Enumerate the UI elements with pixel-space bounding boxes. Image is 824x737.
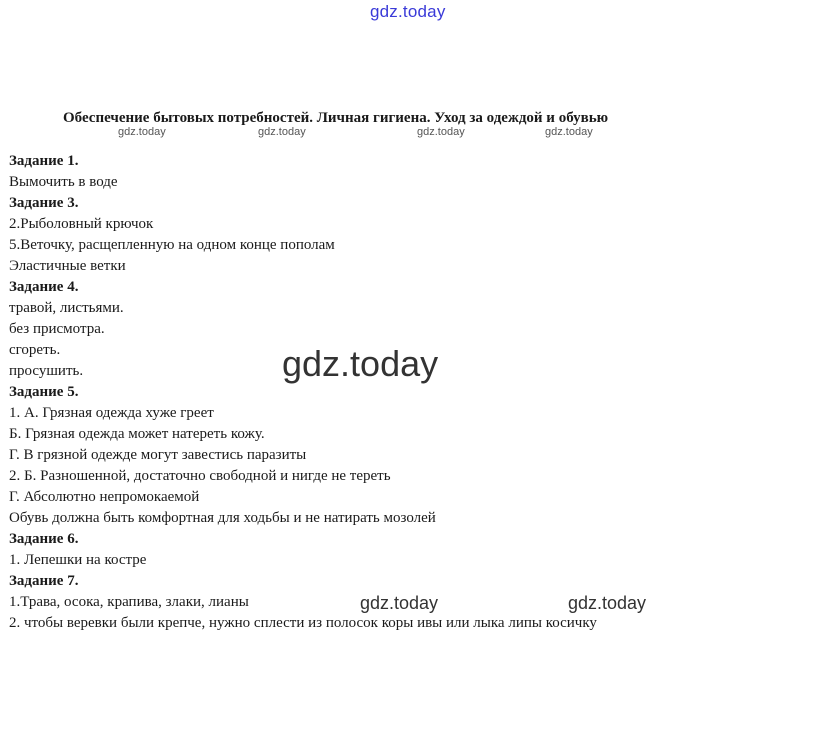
watermark-center: gdz.today	[282, 343, 439, 384]
watermark-small: gdz.today	[258, 126, 306, 138]
task-heading: Задание 3.	[9, 195, 79, 211]
answer-line: 2.Рыболовный крючок	[9, 216, 154, 232]
watermark-small: gdz.today	[545, 126, 593, 138]
answer-line: травой, листьями.	[9, 300, 124, 316]
answer-line: Г. Абсолютно непромокаемой	[9, 489, 200, 505]
answer-line: просушить.	[9, 363, 84, 379]
watermark-bottom: gdz.today	[360, 593, 439, 613]
answer-line: Эластичные ветки	[9, 258, 126, 274]
answer-line: Г. В грязной одежде могут завестись паразиты	[9, 447, 307, 463]
watermark-top: gdz.today	[370, 2, 446, 21]
answer-line: Б. Грязная одежда может натереть кожу.	[9, 426, 265, 442]
answer-line: 5.Веточку, расщепленную на одном конце пополам	[9, 237, 335, 253]
task-heading: Задание 4.	[9, 279, 79, 295]
answer-line: сгореть.	[9, 342, 61, 358]
document-title: Обеспечение бытовых потребностей. Личная гигиена. Уход за одеждой и обувью	[63, 110, 609, 126]
task-heading: Задание 7.	[9, 573, 79, 589]
answer-line: Вымочить в воде	[9, 174, 118, 190]
answer-line: 2. чтобы веревки были крепче, нужно сплести из полосок коры ивы или лыка липы косичку	[9, 615, 597, 631]
task-heading: Задание 5.	[9, 384, 79, 400]
answer-line: 2. Б. Разношенной, достаточно свободной и нигде не тереть	[9, 468, 391, 484]
watermark-small: gdz.today	[118, 126, 166, 138]
task-heading: Задание 6.	[9, 531, 79, 547]
answer-line: 1.Трава, осока, крапива, злаки, лианы	[9, 594, 249, 610]
task-heading: Задание 1.	[9, 153, 79, 169]
watermark-small: gdz.today	[417, 126, 465, 138]
answer-line: 1. А. Грязная одежда хуже греет	[9, 405, 214, 421]
answer-lines	[9, 151, 597, 634]
answer-line: Обувь должна быть комфортная для ходьбы и не натирать мозолей	[9, 510, 436, 526]
answer-line: без присмотра.	[9, 321, 105, 337]
answer-line: 1. Лепешки на костре	[9, 552, 147, 568]
watermark-bottom: gdz.today	[568, 593, 647, 613]
